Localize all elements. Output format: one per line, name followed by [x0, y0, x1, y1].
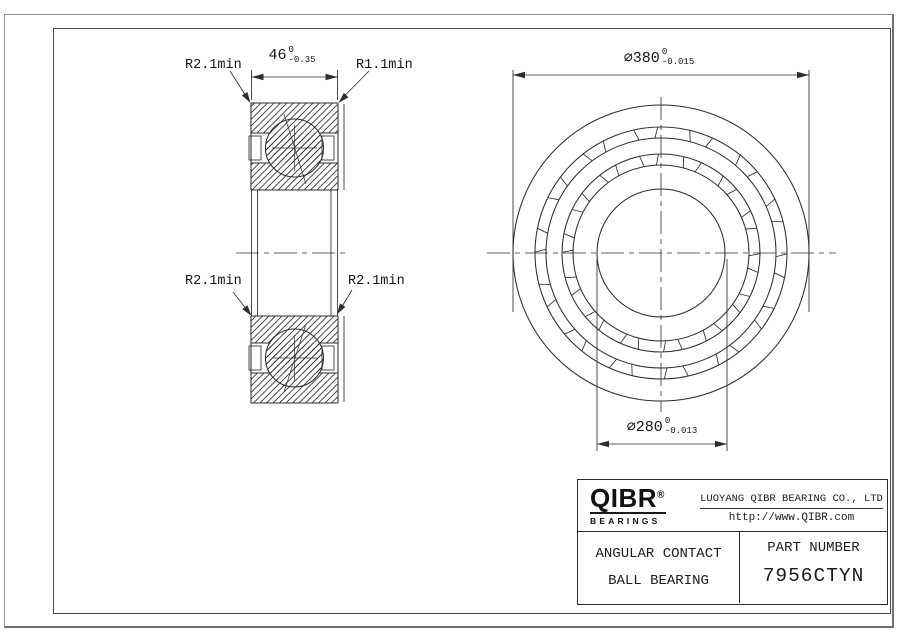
product-line-1: ANGULAR CONTACT — [595, 546, 722, 562]
od-dimension-label: ∅380 0 -0.015 — [623, 47, 695, 68]
width-dimension-lines — [252, 70, 338, 100]
product-type-cell — [578, 532, 740, 603]
company-name: LUOYANG QIBR BEARING CO., LTD — [700, 493, 883, 509]
part-number-value: 7956CTYN — [762, 565, 865, 587]
company-website: http://www.QIBR.com — [728, 511, 855, 524]
bore-dimension-label: ∅280 0 -0.013 — [626, 416, 698, 437]
product-line-2: BALL BEARING — [608, 573, 709, 589]
chamfer-label-mid-left: R2.1min — [185, 274, 242, 289]
registered-trademark-icon: ® — [657, 489, 665, 501]
logo-subtitle: BEARINGS — [590, 512, 666, 526]
cross-section-view — [230, 70, 369, 403]
chamfer-label-top-right: R1.1min — [356, 58, 413, 73]
company-info — [700, 488, 887, 524]
title-block-body-row — [578, 532, 887, 603]
part-number-cell — [740, 532, 887, 603]
chamfer-label-mid-right: R2.1min — [348, 274, 405, 289]
chamfer-label-top-left: R2.1min — [185, 58, 242, 73]
front-view — [487, 70, 836, 451]
width-dimension-label: 46 0 -0.35 — [268, 45, 316, 66]
title-block — [577, 479, 888, 605]
logo-wordmark: QIBR® — [590, 483, 665, 513]
title-block-header-row — [578, 480, 887, 532]
qibr-logo — [578, 485, 700, 526]
part-number-label: PART NUMBER — [767, 540, 860, 556]
